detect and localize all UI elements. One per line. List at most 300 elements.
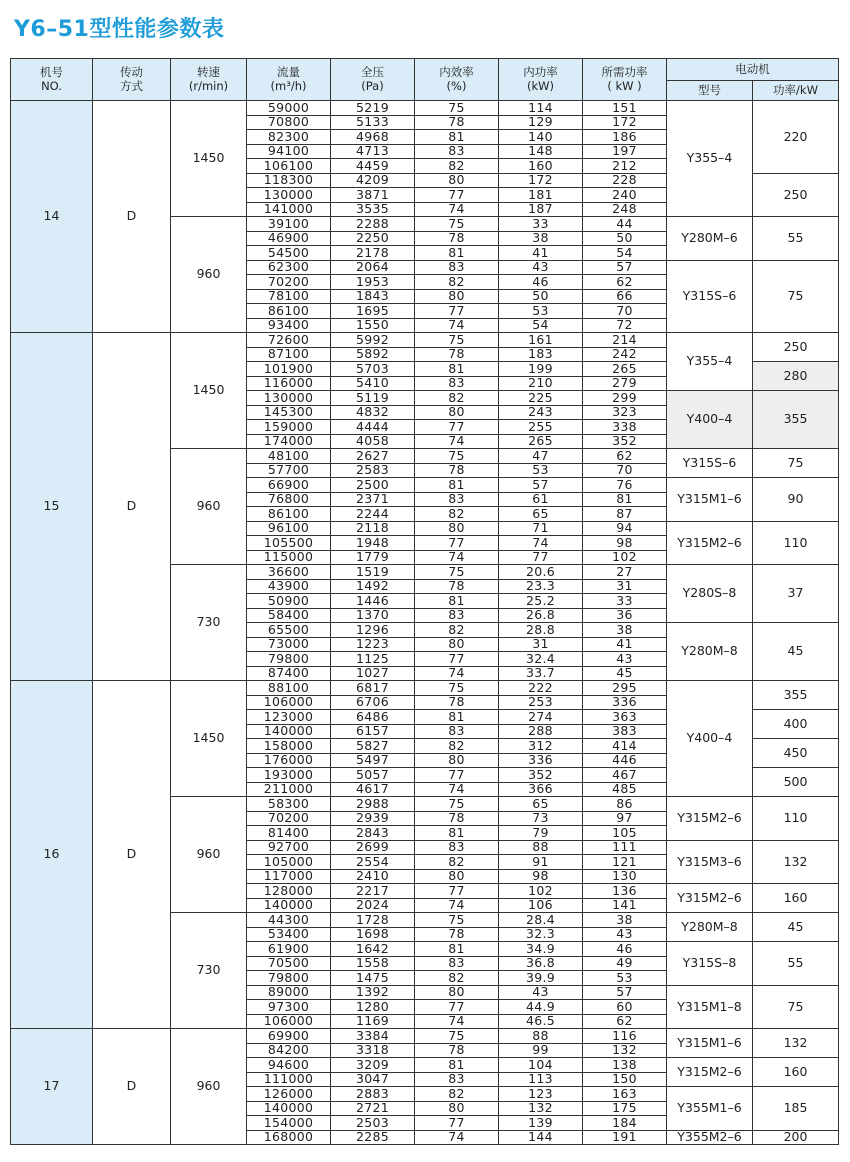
motor-power-cell: 250 <box>753 173 839 217</box>
header-drive-label2: 方式 <box>120 78 143 93</box>
required-power-cell: 60 <box>583 1000 667 1015</box>
flow-cell: 81400 <box>247 826 331 841</box>
inner-power-cell: 104 <box>499 1058 583 1073</box>
flow-cell: 79800 <box>247 971 331 986</box>
efficiency-cell: 78 <box>415 115 499 130</box>
header-speed <box>171 59 247 101</box>
motor-power-cell: 37 <box>753 565 839 623</box>
pressure-cell: 4058 <box>331 434 415 449</box>
motor-type-cell: Y280M–8 <box>667 623 753 681</box>
header-drive <box>93 59 171 101</box>
flow-cell: 111000 <box>247 1072 331 1087</box>
header-pressure <box>331 59 415 101</box>
inner-power-cell: 34.9 <box>499 942 583 957</box>
speed-cell: 730 <box>171 565 247 681</box>
pressure-cell: 5892 <box>331 347 415 362</box>
pressure-cell: 2285 <box>331 1130 415 1145</box>
flow-cell: 86100 <box>247 507 331 522</box>
pressure-cell: 5703 <box>331 362 415 377</box>
required-power-cell: 150 <box>583 1072 667 1087</box>
flow-cell: 70200 <box>247 811 331 826</box>
performance-table <box>10 58 839 1145</box>
inner-power-cell: 187 <box>499 202 583 217</box>
efficiency-cell: 83 <box>415 840 499 855</box>
efficiency-cell: 83 <box>415 260 499 275</box>
flow-cell: 174000 <box>247 434 331 449</box>
inner-power-cell: 54 <box>499 318 583 333</box>
efficiency-cell: 81 <box>415 362 499 377</box>
flow-cell: 93400 <box>247 318 331 333</box>
flow-cell: 94100 <box>247 144 331 159</box>
efficiency-cell: 80 <box>415 521 499 536</box>
motor-type-cell: Y315S–8 <box>667 942 753 986</box>
header-flow-unit: (m³/h) <box>270 78 307 93</box>
inner-power-cell: 33.7 <box>499 666 583 681</box>
pressure-cell: 1370 <box>331 608 415 623</box>
flow-cell: 92700 <box>247 840 331 855</box>
efficiency-cell: 74 <box>415 550 499 565</box>
flow-cell: 78100 <box>247 289 331 304</box>
header-efficiency <box>415 59 499 101</box>
drive-cell: D <box>93 681 171 1029</box>
speed-cell: 1450 <box>171 681 247 797</box>
inner-power-cell: 44.9 <box>499 1000 583 1015</box>
flow-cell: 117000 <box>247 869 331 884</box>
efficiency-cell: 77 <box>415 420 499 435</box>
efficiency-cell: 81 <box>415 246 499 261</box>
flow-cell: 58300 <box>247 797 331 812</box>
efficiency-cell: 77 <box>415 884 499 899</box>
flow-cell: 168000 <box>247 1130 331 1145</box>
efficiency-cell: 74 <box>415 782 499 797</box>
inner-power-cell: 28.4 <box>499 913 583 928</box>
required-power-cell: 46 <box>583 942 667 957</box>
inner-power-cell: 39.9 <box>499 971 583 986</box>
inner-power-cell: 88 <box>499 1029 583 1044</box>
pressure-cell: 2988 <box>331 797 415 812</box>
pressure-cell: 4444 <box>331 420 415 435</box>
pressure-cell: 1550 <box>331 318 415 333</box>
flow-cell: 128000 <box>247 884 331 899</box>
motor-type-cell: Y315M1–6 <box>667 478 753 522</box>
pressure-cell: 1475 <box>331 971 415 986</box>
motor-power-cell: 250 <box>753 333 839 362</box>
efficiency-cell: 81 <box>415 478 499 493</box>
table-row <box>11 681 839 696</box>
efficiency-cell: 82 <box>415 1087 499 1102</box>
required-power-cell: 132 <box>583 1043 667 1058</box>
pressure-cell: 5057 <box>331 768 415 783</box>
header-speed-label: 转速 <box>197 65 220 80</box>
required-power-cell: 111 <box>583 840 667 855</box>
required-power-cell: 338 <box>583 420 667 435</box>
table-row <box>11 1029 839 1044</box>
required-power-cell: 336 <box>583 695 667 710</box>
inner-power-cell: 23.3 <box>499 579 583 594</box>
pressure-cell: 1728 <box>331 913 415 928</box>
required-power-cell: 279 <box>583 376 667 391</box>
header-motor-power: 功率/kW <box>753 81 839 101</box>
flow-cell: 106100 <box>247 159 331 174</box>
efficiency-cell: 82 <box>415 159 499 174</box>
pressure-cell: 3384 <box>331 1029 415 1044</box>
required-power-cell: 62 <box>583 275 667 290</box>
motor-power-cell: 280 <box>753 362 839 391</box>
pressure-cell: 1296 <box>331 623 415 638</box>
table-row <box>11 333 839 348</box>
efficiency-cell: 82 <box>415 971 499 986</box>
efficiency-cell: 75 <box>415 913 499 928</box>
required-power-cell: 485 <box>583 782 667 797</box>
pressure-cell: 5410 <box>331 376 415 391</box>
flow-cell: 58400 <box>247 608 331 623</box>
header-drive-label: 传动 <box>120 65 143 80</box>
pressure-cell: 2939 <box>331 811 415 826</box>
efficiency-cell: 75 <box>415 565 499 580</box>
required-power-cell: 116 <box>583 1029 667 1044</box>
inner-power-cell: 243 <box>499 405 583 420</box>
motor-power-cell: 75 <box>753 985 839 1029</box>
pressure-cell: 2217 <box>331 884 415 899</box>
required-power-cell: 31 <box>583 579 667 594</box>
required-power-cell: 136 <box>583 884 667 899</box>
efficiency-cell: 82 <box>415 275 499 290</box>
inner-power-cell: 255 <box>499 420 583 435</box>
required-power-cell: 248 <box>583 202 667 217</box>
flow-cell: 46900 <box>247 231 331 246</box>
inner-power-cell: 102 <box>499 884 583 899</box>
required-power-cell: 27 <box>583 565 667 580</box>
pressure-cell: 4713 <box>331 144 415 159</box>
pressure-cell: 1948 <box>331 536 415 551</box>
efficiency-cell: 78 <box>415 463 499 478</box>
inner-power-cell: 106 <box>499 898 583 913</box>
required-power-cell: 70 <box>583 304 667 319</box>
flow-cell: 66900 <box>247 478 331 493</box>
efficiency-cell: 82 <box>415 855 499 870</box>
flow-cell: 141000 <box>247 202 331 217</box>
motor-type-cell: Y400–4 <box>667 391 753 449</box>
flow-cell: 88100 <box>247 681 331 696</box>
flow-cell: 145300 <box>247 405 331 420</box>
flow-cell: 50900 <box>247 594 331 609</box>
efficiency-cell: 75 <box>415 797 499 812</box>
flow-cell: 97300 <box>247 1000 331 1015</box>
required-power-cell: 45 <box>583 666 667 681</box>
flow-cell: 79800 <box>247 652 331 667</box>
pressure-cell: 6706 <box>331 695 415 710</box>
efficiency-cell: 78 <box>415 927 499 942</box>
inner-power-cell: 65 <box>499 797 583 812</box>
flow-cell: 87400 <box>247 666 331 681</box>
inner-power-cell: 31 <box>499 637 583 652</box>
inner-power-cell: 288 <box>499 724 583 739</box>
pressure-cell: 2250 <box>331 231 415 246</box>
efficiency-cell: 80 <box>415 173 499 188</box>
efficiency-cell: 80 <box>415 985 499 1000</box>
pressure-cell: 3047 <box>331 1072 415 1087</box>
required-power-cell: 212 <box>583 159 667 174</box>
inner-power-cell: 199 <box>499 362 583 377</box>
flow-cell: 61900 <box>247 942 331 957</box>
motor-type-cell: Y280M–8 <box>667 913 753 942</box>
motor-type-cell: Y315S–6 <box>667 260 753 333</box>
inner-power-cell: 274 <box>499 710 583 725</box>
flow-cell: 154000 <box>247 1116 331 1131</box>
pressure-cell: 1695 <box>331 304 415 319</box>
inner-power-cell: 88 <box>499 840 583 855</box>
motor-power-cell: 220 <box>753 101 839 174</box>
efficiency-cell: 83 <box>415 724 499 739</box>
pressure-cell: 3318 <box>331 1043 415 1058</box>
flow-cell: 176000 <box>247 753 331 768</box>
table-header <box>11 59 839 101</box>
efficiency-cell: 80 <box>415 753 499 768</box>
pressure-cell: 1169 <box>331 1014 415 1029</box>
pressure-cell: 1519 <box>331 565 415 580</box>
required-power-cell: 467 <box>583 768 667 783</box>
required-power-cell: 38 <box>583 623 667 638</box>
motor-power-cell: 185 <box>753 1087 839 1131</box>
flow-cell: 76800 <box>247 492 331 507</box>
pressure-cell: 1642 <box>331 942 415 957</box>
inner-power-cell: 53 <box>499 463 583 478</box>
pressure-cell: 4209 <box>331 173 415 188</box>
header-required-power-label: 所需功率 <box>601 65 648 80</box>
motor-power-cell: 500 <box>753 768 839 797</box>
flow-cell: 82300 <box>247 130 331 145</box>
motor-power-cell: 45 <box>753 623 839 681</box>
table-body <box>11 101 839 1145</box>
flow-cell: 126000 <box>247 1087 331 1102</box>
motor-type-cell: Y400–4 <box>667 681 753 797</box>
header-pressure-unit: (Pa) <box>361 78 384 93</box>
motor-power-cell: 355 <box>753 391 839 449</box>
efficiency-cell: 83 <box>415 608 499 623</box>
efficiency-cell: 80 <box>415 869 499 884</box>
machine-no-cell: 15 <box>11 333 93 681</box>
machine-no-cell: 17 <box>11 1029 93 1145</box>
efficiency-cell: 75 <box>415 217 499 232</box>
efficiency-cell: 82 <box>415 391 499 406</box>
inner-power-cell: 73 <box>499 811 583 826</box>
inner-power-cell: 77 <box>499 550 583 565</box>
header-pressure-label: 全压 <box>361 65 384 80</box>
required-power-cell: 130 <box>583 869 667 884</box>
table-row <box>11 101 839 116</box>
speed-cell: 960 <box>171 449 247 565</box>
efficiency-cell: 78 <box>415 347 499 362</box>
motor-type-cell: Y315M2–6 <box>667 521 753 565</box>
efficiency-cell: 81 <box>415 826 499 841</box>
motor-power-cell: 132 <box>753 1029 839 1058</box>
inner-power-cell: 129 <box>499 115 583 130</box>
required-power-cell: 163 <box>583 1087 667 1102</box>
inner-power-cell: 20.6 <box>499 565 583 580</box>
required-power-cell: 53 <box>583 971 667 986</box>
motor-power-cell: 110 <box>753 521 839 565</box>
efficiency-cell: 78 <box>415 1043 499 1058</box>
inner-power-cell: 32.4 <box>499 652 583 667</box>
inner-power-cell: 57 <box>499 478 583 493</box>
required-power-cell: 72 <box>583 318 667 333</box>
flow-cell: 140000 <box>247 724 331 739</box>
flow-cell: 130000 <box>247 391 331 406</box>
drive-cell: D <box>93 333 171 681</box>
pressure-cell: 1027 <box>331 666 415 681</box>
inner-power-cell: 181 <box>499 188 583 203</box>
pressure-cell: 1223 <box>331 637 415 652</box>
efficiency-cell: 83 <box>415 956 499 971</box>
motor-power-cell: 45 <box>753 913 839 942</box>
pressure-cell: 3535 <box>331 202 415 217</box>
pressure-cell: 4832 <box>331 405 415 420</box>
inner-power-cell: 38 <box>499 231 583 246</box>
page-title: Y6–51型性能参数表 <box>14 17 225 42</box>
inner-power-cell: 74 <box>499 536 583 551</box>
drive-cell: D <box>93 1029 171 1145</box>
required-power-cell: 141 <box>583 898 667 913</box>
flow-cell: 106000 <box>247 1014 331 1029</box>
inner-power-cell: 160 <box>499 159 583 174</box>
efficiency-cell: 81 <box>415 710 499 725</box>
inner-power-cell: 91 <box>499 855 583 870</box>
efficiency-cell: 75 <box>415 101 499 116</box>
required-power-cell: 197 <box>583 144 667 159</box>
motor-power-cell: 110 <box>753 797 839 841</box>
required-power-cell: 265 <box>583 362 667 377</box>
required-power-cell: 62 <box>583 449 667 464</box>
efficiency-cell: 78 <box>415 695 499 710</box>
flow-cell: 84200 <box>247 1043 331 1058</box>
pressure-cell: 1558 <box>331 956 415 971</box>
header-inner-power-label: 内功率 <box>523 65 558 80</box>
inner-power-cell: 41 <box>499 246 583 261</box>
required-power-cell: 184 <box>583 1116 667 1131</box>
efficiency-cell: 82 <box>415 507 499 522</box>
flow-cell: 96100 <box>247 521 331 536</box>
efficiency-cell: 83 <box>415 492 499 507</box>
inner-power-cell: 26.8 <box>499 608 583 623</box>
inner-power-cell: 366 <box>499 782 583 797</box>
required-power-cell: 97 <box>583 811 667 826</box>
speed-cell: 960 <box>171 217 247 333</box>
pressure-cell: 2118 <box>331 521 415 536</box>
efficiency-cell: 83 <box>415 1072 499 1087</box>
flow-cell: 48100 <box>247 449 331 464</box>
efficiency-cell: 75 <box>415 333 499 348</box>
flow-cell: 159000 <box>247 420 331 435</box>
flow-cell: 130000 <box>247 188 331 203</box>
required-power-cell: 50 <box>583 231 667 246</box>
flow-cell: 140000 <box>247 898 331 913</box>
pressure-cell: 2721 <box>331 1101 415 1116</box>
required-power-cell: 43 <box>583 927 667 942</box>
header-motor: 电动机 <box>667 59 839 81</box>
required-power-cell: 323 <box>583 405 667 420</box>
required-power-cell: 352 <box>583 434 667 449</box>
required-power-cell: 57 <box>583 985 667 1000</box>
inner-power-cell: 312 <box>499 739 583 754</box>
pressure-cell: 2503 <box>331 1116 415 1131</box>
motor-power-cell: 55 <box>753 942 839 986</box>
efficiency-cell: 74 <box>415 1130 499 1145</box>
pressure-cell: 2410 <box>331 869 415 884</box>
pressure-cell: 5827 <box>331 739 415 754</box>
efficiency-cell: 77 <box>415 1000 499 1015</box>
efficiency-cell: 77 <box>415 768 499 783</box>
required-power-cell: 81 <box>583 492 667 507</box>
efficiency-cell: 83 <box>415 376 499 391</box>
inner-power-cell: 65 <box>499 507 583 522</box>
inner-power-cell: 33 <box>499 217 583 232</box>
pressure-cell: 4459 <box>331 159 415 174</box>
efficiency-cell: 81 <box>415 594 499 609</box>
inner-power-cell: 210 <box>499 376 583 391</box>
required-power-cell: 41 <box>583 637 667 652</box>
flow-cell: 65500 <box>247 623 331 638</box>
pressure-cell: 4617 <box>331 782 415 797</box>
flow-cell: 44300 <box>247 913 331 928</box>
efficiency-cell: 80 <box>415 405 499 420</box>
required-power-cell: 36 <box>583 608 667 623</box>
pressure-cell: 4968 <box>331 130 415 145</box>
inner-power-cell: 140 <box>499 130 583 145</box>
flow-cell: 72600 <box>247 333 331 348</box>
pressure-cell: 3209 <box>331 1058 415 1073</box>
motor-power-cell: 90 <box>753 478 839 522</box>
inner-power-cell: 113 <box>499 1072 583 1087</box>
inner-power-cell: 132 <box>499 1101 583 1116</box>
efficiency-cell: 74 <box>415 434 499 449</box>
motor-type-cell: Y280M–6 <box>667 217 753 261</box>
flow-cell: 193000 <box>247 768 331 783</box>
flow-cell: 70200 <box>247 275 331 290</box>
speed-cell: 1450 <box>171 101 247 217</box>
required-power-cell: 295 <box>583 681 667 696</box>
motor-type-cell: Y315M2–6 <box>667 884 753 913</box>
efficiency-cell: 80 <box>415 637 499 652</box>
required-power-cell: 242 <box>583 347 667 362</box>
header-inner-power <box>499 59 583 101</box>
flow-cell: 43900 <box>247 579 331 594</box>
efficiency-cell: 78 <box>415 579 499 594</box>
efficiency-cell: 75 <box>415 1029 499 1044</box>
flow-cell: 73000 <box>247 637 331 652</box>
efficiency-cell: 74 <box>415 666 499 681</box>
required-power-cell: 57 <box>583 260 667 275</box>
flow-cell: 69900 <box>247 1029 331 1044</box>
flow-cell: 86100 <box>247 304 331 319</box>
header-flow <box>247 59 331 101</box>
inner-power-cell: 61 <box>499 492 583 507</box>
pressure-cell: 6486 <box>331 710 415 725</box>
pressure-cell: 2288 <box>331 217 415 232</box>
motor-power-cell: 160 <box>753 1058 839 1087</box>
inner-power-cell: 53 <box>499 304 583 319</box>
required-power-cell: 66 <box>583 289 667 304</box>
required-power-cell: 43 <box>583 652 667 667</box>
required-power-cell: 33 <box>583 594 667 609</box>
pressure-cell: 1698 <box>331 927 415 942</box>
inner-power-cell: 336 <box>499 753 583 768</box>
pressure-cell: 2371 <box>331 492 415 507</box>
required-power-cell: 86 <box>583 797 667 812</box>
efficiency-cell: 83 <box>415 144 499 159</box>
flow-cell: 39100 <box>247 217 331 232</box>
flow-cell: 62300 <box>247 260 331 275</box>
header-machine-no-label: 机号 <box>40 65 63 80</box>
